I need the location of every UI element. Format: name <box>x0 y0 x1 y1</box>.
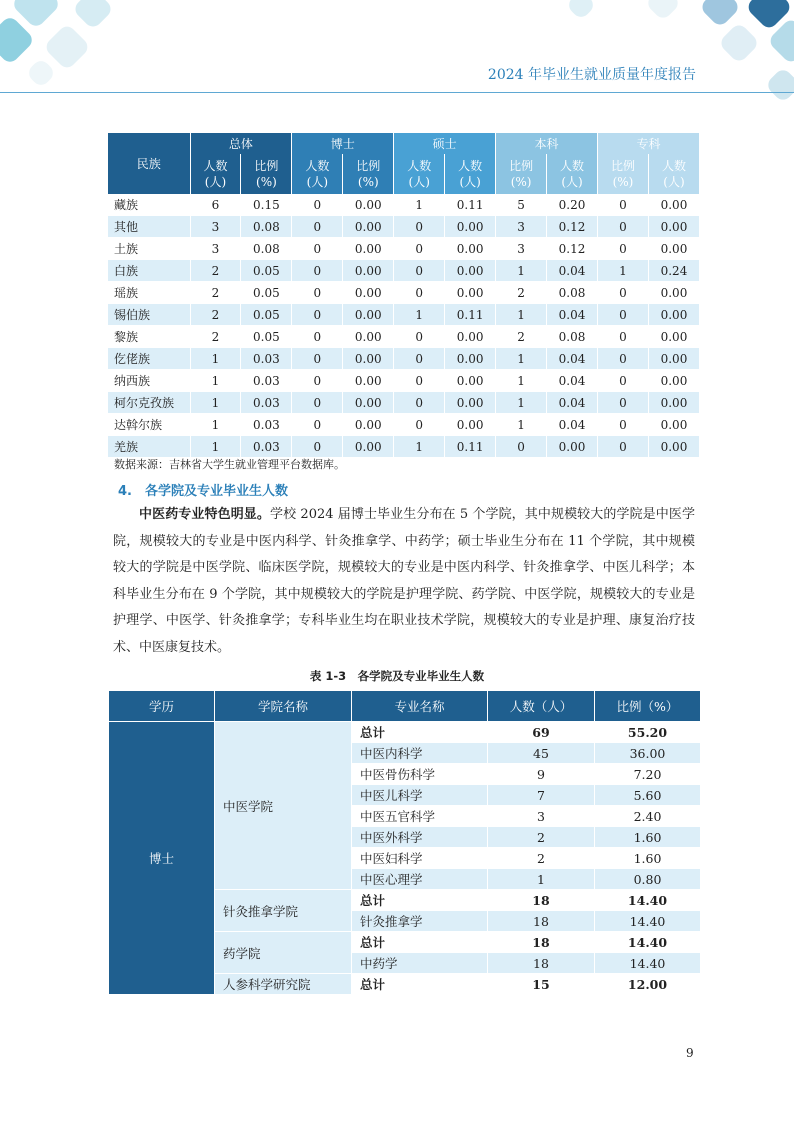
table-cell: 0.05 <box>241 260 292 282</box>
table-cell: 1 <box>496 304 547 326</box>
table1-subheader: 比例 (%) <box>496 154 547 194</box>
table-cell: 2 <box>190 282 241 304</box>
table-cell: 0.00 <box>445 370 496 392</box>
table-cell: 1 <box>190 348 241 370</box>
table-cell: 1 <box>190 414 241 436</box>
table-cell: 0 <box>292 414 343 436</box>
table1-subheader: 人数 (人) <box>190 154 241 194</box>
table-cell: 0.08 <box>241 238 292 260</box>
table-cell: 1 <box>496 348 547 370</box>
table-cell: 3 <box>190 216 241 238</box>
major-name-cell: 中医妇科学 <box>352 848 488 869</box>
table-cell: 1 <box>190 392 241 414</box>
table-cell: 0.00 <box>445 348 496 370</box>
page-number: 9 <box>686 1046 694 1060</box>
table-cell: 0.00 <box>343 238 394 260</box>
table1-subheader: 比例 (%) <box>343 154 394 194</box>
table2-body <box>109 722 701 995</box>
ethnicity-name-cell: 瑶族 <box>108 282 190 304</box>
table-cell: 0 <box>292 348 343 370</box>
ethnicity-name-cell: 达斡尔族 <box>108 414 190 436</box>
table-cell: 0.11 <box>445 304 496 326</box>
table2-header: 比例（%） <box>595 691 701 722</box>
table-cell: 0 <box>292 260 343 282</box>
major-name-cell: 总计 <box>352 974 488 995</box>
table1-group-header: 硕士 <box>394 133 496 154</box>
ethnicity-name-cell: 柯尔克孜族 <box>108 392 190 414</box>
table-cell: 0.24 <box>648 260 699 282</box>
table-cell: 0 <box>598 216 649 238</box>
table-row <box>108 238 700 260</box>
table1-subheader: 人数 (人) <box>547 154 598 194</box>
ethnicity-name-cell: 羌族 <box>108 436 190 458</box>
table2-header: 学历 <box>109 691 215 722</box>
table-cell: 0.00 <box>343 436 394 458</box>
table-cell: 0.03 <box>241 436 292 458</box>
ratio-cell: 14.40 <box>595 932 701 953</box>
table-cell: 0.08 <box>241 216 292 238</box>
college-name-cell: 中医学院 <box>215 722 352 890</box>
table-cell: 0 <box>394 326 445 348</box>
count-cell: 18 <box>488 911 595 932</box>
table-cell: 0.00 <box>547 436 598 458</box>
table-row <box>108 216 700 238</box>
table-cell: 0.00 <box>343 260 394 282</box>
table1-source-note: 数据来源：吉林省大学生就业管理平台数据库。 <box>114 458 345 471</box>
major-name-cell: 中药学 <box>352 953 488 974</box>
table-cell: 0 <box>598 238 649 260</box>
table-row <box>109 722 701 743</box>
major-name-cell: 中医骨伤科学 <box>352 764 488 785</box>
table-cell: 0.00 <box>648 370 699 392</box>
table-cell: 1 <box>496 414 547 436</box>
table2-header: 专业名称 <box>352 691 488 722</box>
table-cell: 0 <box>394 392 445 414</box>
table1-body <box>108 194 700 458</box>
table-cell: 0.00 <box>648 392 699 414</box>
ratio-cell: 1.60 <box>595 827 701 848</box>
table-cell: 2 <box>190 260 241 282</box>
table-cell: 0 <box>598 348 649 370</box>
count-cell: 15 <box>488 974 595 995</box>
education-level-cell: 博士 <box>109 722 215 995</box>
table-cell: 0.04 <box>547 370 598 392</box>
table-cell: 1 <box>394 436 445 458</box>
table1-subheader: 人数 (人) <box>292 154 343 194</box>
table2-header: 人数（人） <box>488 691 595 722</box>
count-cell: 45 <box>488 743 595 764</box>
table-cell: 0 <box>598 304 649 326</box>
table-cell: 1 <box>190 370 241 392</box>
table-cell: 1 <box>190 436 241 458</box>
ethnicity-name-cell: 纳西族 <box>108 370 190 392</box>
table-cell: 0 <box>292 326 343 348</box>
table-cell: 0.00 <box>343 414 394 436</box>
table-cell: 0.00 <box>343 304 394 326</box>
ratio-cell: 36.00 <box>595 743 701 764</box>
table-cell: 0.03 <box>241 370 292 392</box>
table1-group-header: 总体 <box>190 133 292 154</box>
ethnicity-name-cell: 藏族 <box>108 194 190 216</box>
table-cell: 0 <box>394 238 445 260</box>
ethnicity-name-cell: 土族 <box>108 238 190 260</box>
table-cell: 0.04 <box>547 260 598 282</box>
ratio-cell: 14.40 <box>595 890 701 911</box>
table1-subheader: 人数 (人) <box>648 154 699 194</box>
table-cell: 0.00 <box>445 260 496 282</box>
table-cell: 0.00 <box>648 194 699 216</box>
table-cell: 0.05 <box>241 282 292 304</box>
table-cell: 2 <box>190 326 241 348</box>
ethnicity-name-cell: 黎族 <box>108 326 190 348</box>
table-cell: 0 <box>598 194 649 216</box>
table-cell: 0 <box>394 370 445 392</box>
table-row <box>108 370 700 392</box>
count-cell: 3 <box>488 806 595 827</box>
table-cell: 0.00 <box>648 326 699 348</box>
ratio-cell: 0.80 <box>595 869 701 890</box>
table-cell: 0.08 <box>547 282 598 304</box>
table-cell: 0 <box>292 282 343 304</box>
table-cell: 0 <box>292 194 343 216</box>
table-cell: 0 <box>292 392 343 414</box>
table-cell: 0 <box>598 370 649 392</box>
table-cell: 1 <box>496 370 547 392</box>
table-cell: 0.00 <box>648 304 699 326</box>
table-row <box>108 414 700 436</box>
table-cell: 0 <box>394 260 445 282</box>
table-cell: 0.00 <box>343 216 394 238</box>
table-cell: 0.00 <box>648 414 699 436</box>
table-cell: 0.00 <box>343 326 394 348</box>
table-cell: 0 <box>598 326 649 348</box>
table-cell: 6 <box>190 194 241 216</box>
table-row <box>108 326 700 348</box>
college-major-table <box>108 690 701 995</box>
table-cell: 0 <box>394 216 445 238</box>
table-cell: 3 <box>190 238 241 260</box>
count-cell: 2 <box>488 848 595 869</box>
table-row <box>108 436 700 458</box>
ratio-cell: 1.60 <box>595 848 701 869</box>
table1-subheader: 比例 (%) <box>241 154 292 194</box>
table-row <box>108 348 700 370</box>
ethnicity-name-cell: 白族 <box>108 260 190 282</box>
table-cell: 0.00 <box>648 436 699 458</box>
table-cell: 0.20 <box>547 194 598 216</box>
table-cell: 0.00 <box>343 282 394 304</box>
table-cell: 0 <box>598 282 649 304</box>
major-name-cell: 中医五官科学 <box>352 806 488 827</box>
table-cell: 0.00 <box>343 348 394 370</box>
table-cell: 0 <box>394 282 445 304</box>
table-cell: 0 <box>598 414 649 436</box>
table2-header: 学院名称 <box>215 691 352 722</box>
count-cell: 18 <box>488 932 595 953</box>
ratio-cell: 55.20 <box>595 722 701 743</box>
ethnicity-name-cell: 仡佬族 <box>108 348 190 370</box>
table-row <box>108 392 700 414</box>
college-name-cell: 人参科学研究院 <box>215 974 352 995</box>
table-row <box>108 282 700 304</box>
table1-subheader: 比例 (%) <box>598 154 649 194</box>
count-cell: 9 <box>488 764 595 785</box>
count-cell: 18 <box>488 953 595 974</box>
table-cell: 0.00 <box>445 326 496 348</box>
table1-corner-header: 民族 <box>108 133 190 194</box>
table-row <box>108 194 700 216</box>
major-name-cell: 总计 <box>352 890 488 911</box>
table1-subheader: 人数 (人) <box>445 154 496 194</box>
table1-subheader: 人数 (人) <box>394 154 445 194</box>
table-cell: 0 <box>292 238 343 260</box>
major-name-cell: 总计 <box>352 722 488 743</box>
ethnicity-name-cell: 其他 <box>108 216 190 238</box>
table-cell: 0 <box>292 436 343 458</box>
ethnicity-table <box>108 133 700 458</box>
section-heading: 4. 各学院及专业毕业生人数 <box>118 484 288 499</box>
table-cell: 0 <box>292 216 343 238</box>
table-cell: 0.00 <box>343 392 394 414</box>
table-cell: 0.12 <box>547 216 598 238</box>
table-cell: 0.00 <box>445 392 496 414</box>
count-cell: 18 <box>488 890 595 911</box>
ratio-cell: 14.40 <box>595 953 701 974</box>
table-cell: 0 <box>292 304 343 326</box>
table-cell: 1 <box>496 260 547 282</box>
table-cell: 0.11 <box>445 436 496 458</box>
table-cell: 0.00 <box>648 216 699 238</box>
count-cell: 69 <box>488 722 595 743</box>
table1-group-header: 本科 <box>496 133 598 154</box>
ratio-cell: 5.60 <box>595 785 701 806</box>
table-cell: 3 <box>496 238 547 260</box>
count-cell: 1 <box>488 869 595 890</box>
table-cell: 0.03 <box>241 414 292 436</box>
table-cell: 1 <box>598 260 649 282</box>
table-cell: 0.00 <box>445 414 496 436</box>
major-name-cell: 中医儿科学 <box>352 785 488 806</box>
table-cell: 0.00 <box>343 370 394 392</box>
ratio-cell: 12.00 <box>595 974 701 995</box>
body-paragraph <box>113 502 695 661</box>
table2-caption: 表 1-3 各学院及专业毕业生人数 <box>309 669 485 683</box>
table-cell: 0 <box>598 392 649 414</box>
table-cell: 2 <box>496 282 547 304</box>
table-cell: 0.00 <box>648 282 699 304</box>
table-row <box>108 304 700 326</box>
table-cell: 0.04 <box>547 414 598 436</box>
header-title: 2024 年毕业生就业质量年度报告 <box>487 67 696 83</box>
ethnicity-name-cell: 锡伯族 <box>108 304 190 326</box>
college-name-cell: 药学院 <box>215 932 352 974</box>
table-cell: 0.00 <box>648 348 699 370</box>
table-cell: 0.00 <box>343 194 394 216</box>
table1-group-header: 专科 <box>598 133 700 154</box>
table-cell: 3 <box>496 216 547 238</box>
ratio-cell: 2.40 <box>595 806 701 827</box>
table-cell: 0.04 <box>547 348 598 370</box>
paragraph-lead: 中医药专业特色明显。 <box>139 507 270 522</box>
major-name-cell: 中医心理学 <box>352 869 488 890</box>
table-cell: 0 <box>292 370 343 392</box>
table-cell: 0.04 <box>547 304 598 326</box>
table-cell: 0.12 <box>547 238 598 260</box>
table-cell: 0.03 <box>241 392 292 414</box>
table-cell: 1 <box>394 304 445 326</box>
major-name-cell: 中医内科学 <box>352 743 488 764</box>
table-cell: 5 <box>496 194 547 216</box>
table-cell: 0 <box>598 436 649 458</box>
ratio-cell: 7.20 <box>595 764 701 785</box>
count-cell: 2 <box>488 827 595 848</box>
table-cell: 0.04 <box>547 392 598 414</box>
table-row <box>108 260 700 282</box>
table-cell: 0.08 <box>547 326 598 348</box>
header-divider <box>0 92 794 93</box>
major-name-cell: 总计 <box>352 932 488 953</box>
table-cell: 2 <box>496 326 547 348</box>
table-cell: 0.15 <box>241 194 292 216</box>
table-cell: 2 <box>190 304 241 326</box>
table-cell: 0 <box>394 348 445 370</box>
table-cell: 0 <box>394 414 445 436</box>
college-name-cell: 针灸推拿学院 <box>215 890 352 932</box>
table-cell: 0.00 <box>445 282 496 304</box>
table-cell: 1 <box>394 194 445 216</box>
table-cell: 0.00 <box>445 238 496 260</box>
table1-group-header: 博士 <box>292 133 394 154</box>
table-cell: 0.03 <box>241 348 292 370</box>
table-cell: 0.11 <box>445 194 496 216</box>
ratio-cell: 14.40 <box>595 911 701 932</box>
paragraph-body: 学校 2024 届博士毕业生分布在 5 个学院，其中规模较大的学院是中医学院，规模较大的专业是中医内科学、针灸推拿学、中药学；硕士毕业生分布在 11 个学院，其中规模较大的学院是中医学院、临床医学院，规模较大的专业是中医内科学、针灸推拿学、中医儿科学；本科毕业生分布在 9 个学院，其中规模较大的学院是护理学院、药学院、中医学院，规模较大的专业是护理学、中医学、针灸推拿学；专科毕业生均在职业技术学院，规模较大的专业是护理、康复治疗技术、中医康复技术。 <box>113 507 695 655</box>
table-cell: 0.00 <box>445 216 496 238</box>
major-name-cell: 中医外科学 <box>352 827 488 848</box>
count-cell: 7 <box>488 785 595 806</box>
table-cell: 0.00 <box>648 238 699 260</box>
table-cell: 0 <box>496 436 547 458</box>
table-cell: 1 <box>496 392 547 414</box>
table-cell: 0.05 <box>241 304 292 326</box>
major-name-cell: 针灸推拿学 <box>352 911 488 932</box>
table-cell: 0.05 <box>241 326 292 348</box>
